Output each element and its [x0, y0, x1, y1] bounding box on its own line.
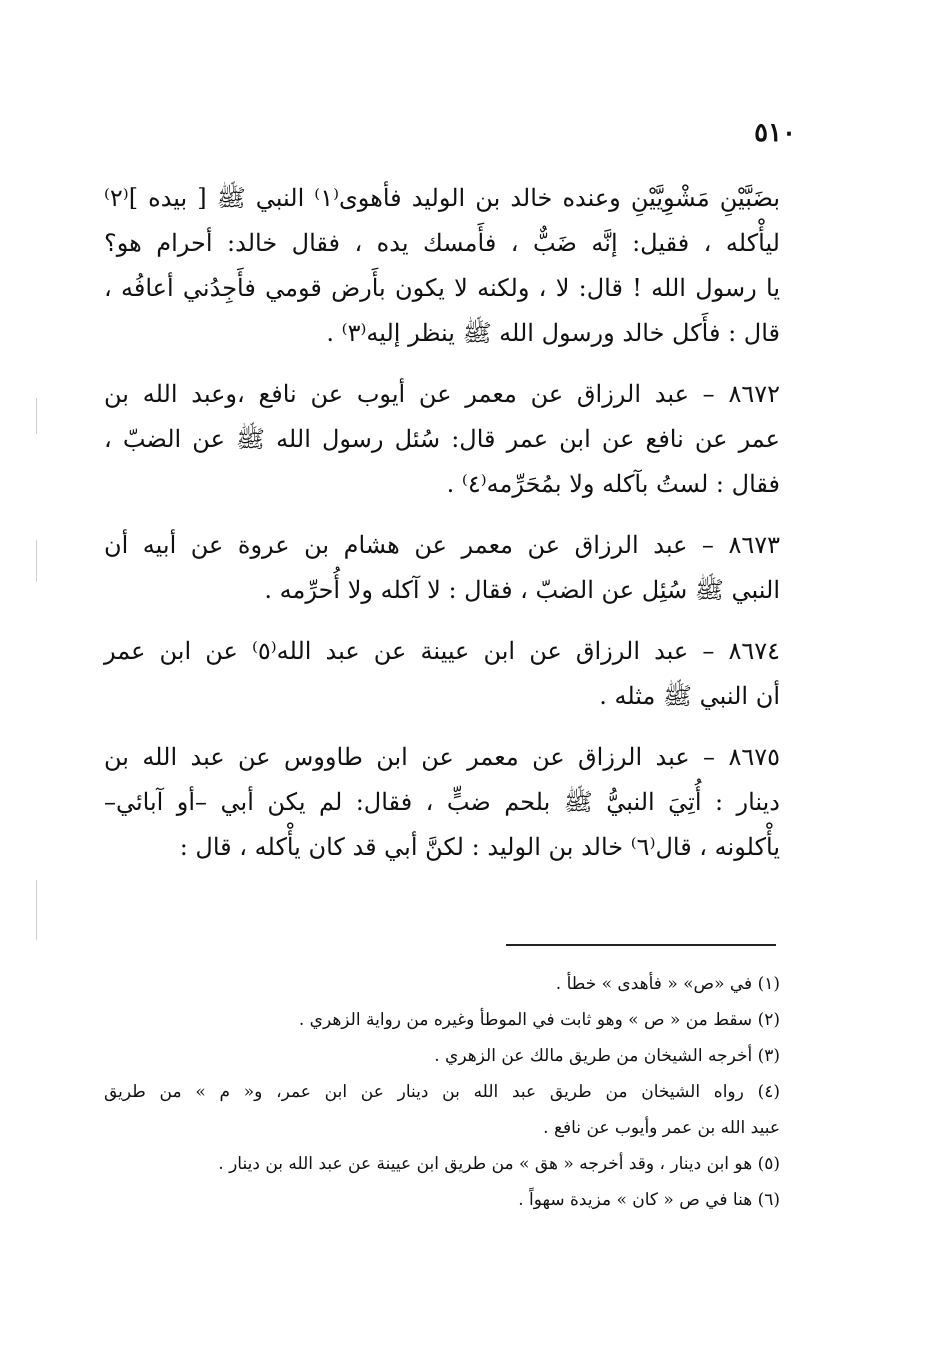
footnote	[104, 966, 780, 1002]
paragraph	[104, 372, 780, 507]
text-line: ٨٦٧٥ – عبد الرزاق عن معمر عن ابن طاووس عن عبد الله بن	[104, 743, 780, 771]
footnote-line: (٣) أخرجه الشيخان من طريق مالك عن الزهري .	[434, 1046, 780, 1066]
footnote-line: (١) في «ص» « فأهدى » خطأ .	[555, 974, 780, 994]
text-line: يا رسول الله ! قال: لا ، ولكنه لا يكون بأَرض قومي فأَجِدُني أعافُه ،	[104, 274, 780, 302]
scan-margin-line	[36, 398, 37, 434]
text-line: ٨٦٧٢ – عبد الرزاق عن معمر عن أيوب عن نافع ،وعبد الله بن	[104, 380, 780, 408]
paragraph	[104, 176, 780, 356]
footnote	[104, 1038, 780, 1074]
paragraph	[104, 735, 780, 870]
text-line: فقال : لستُ بآكله ولا بمُحَرِّمه⁽٤⁾ .	[446, 470, 780, 498]
text-line: ٨٦٧٤ – عبد الرزاق عن ابن عيينة عن عبد الله⁽٥⁾ عن ابن عمر	[104, 637, 780, 665]
text-line: أن النبي ﷺ مثله .	[599, 682, 780, 710]
text-line: ٨٦٧٣ – عبد الرزاق عن معمر عن هشام بن عروة عن أبيه أن	[104, 531, 780, 559]
footnote-line: (٥) هو ابن دينار ، وقد أخرجه « هق » من طريق ابن عيينة عن عبد الله بن دينار .	[218, 1154, 780, 1174]
scan-margin-line	[36, 880, 37, 940]
footnotes	[104, 966, 780, 1218]
footnote	[104, 1182, 780, 1218]
paragraph	[104, 629, 780, 719]
footnote-separator	[506, 944, 776, 946]
text-line: يأْكلونه ، قال⁽٦⁾ خالد بن الوليد : لكنَّ أبي قد كان يأْكله ، قال :	[179, 833, 780, 861]
text-line: دينار : أُتِيَ النبيُّ ﷺ بلحم ضبٍّ ، فقال: لم يكن أبي –أو آبائي–	[104, 788, 780, 816]
text-line: بضَبَّيْنِ مَشْوِيَّيْنِ وعنده خالد بن الوليد فأهوى⁽١⁾ النبي ﷺ [ بيده ]⁽٢⁾	[104, 184, 781, 212]
page-number: ٥١٠	[754, 118, 796, 148]
footnote-line: (٤) رواه الشيخان من طريق عبد الله بن دينار عن ابن عمر، و« م » من طريق	[104, 1082, 780, 1102]
text-line: ليأْكله ، فقيل: إنَّه ضَبٌّ ، فأَمسك يده ، فقال خالد: أحرام هو؟	[104, 229, 780, 257]
text-line: عمر عن نافع عن ابن عمر قال: سُئل رسول الله ﷺ عن الضبّ ،	[104, 425, 780, 453]
scan-margin-line	[36, 540, 37, 582]
footnote-line: (٢) سقط من « ص » وهو ثابت في الموطأ وغيره من رواية الزهري .	[298, 1010, 780, 1030]
text-line: قال : فأَكل خالد ورسول الله ﷺ ينظر إليه⁽٣⁾ .	[326, 319, 780, 347]
paragraph	[104, 523, 780, 613]
footnote	[104, 1074, 780, 1146]
footnote	[104, 1146, 780, 1182]
main-text	[104, 176, 780, 870]
footnote-line: عبيد الله بن عمر وأيوب عن نافع .	[543, 1118, 780, 1138]
footnote	[104, 1002, 780, 1038]
footnote-line: (٦) هنا في ص « كان » مزيدة سهواً .	[518, 1190, 780, 1210]
text-line: النبي ﷺ سُئِل عن الضبّ ، فقال : لا آكله ولا أُحرِّمه .	[264, 576, 780, 604]
